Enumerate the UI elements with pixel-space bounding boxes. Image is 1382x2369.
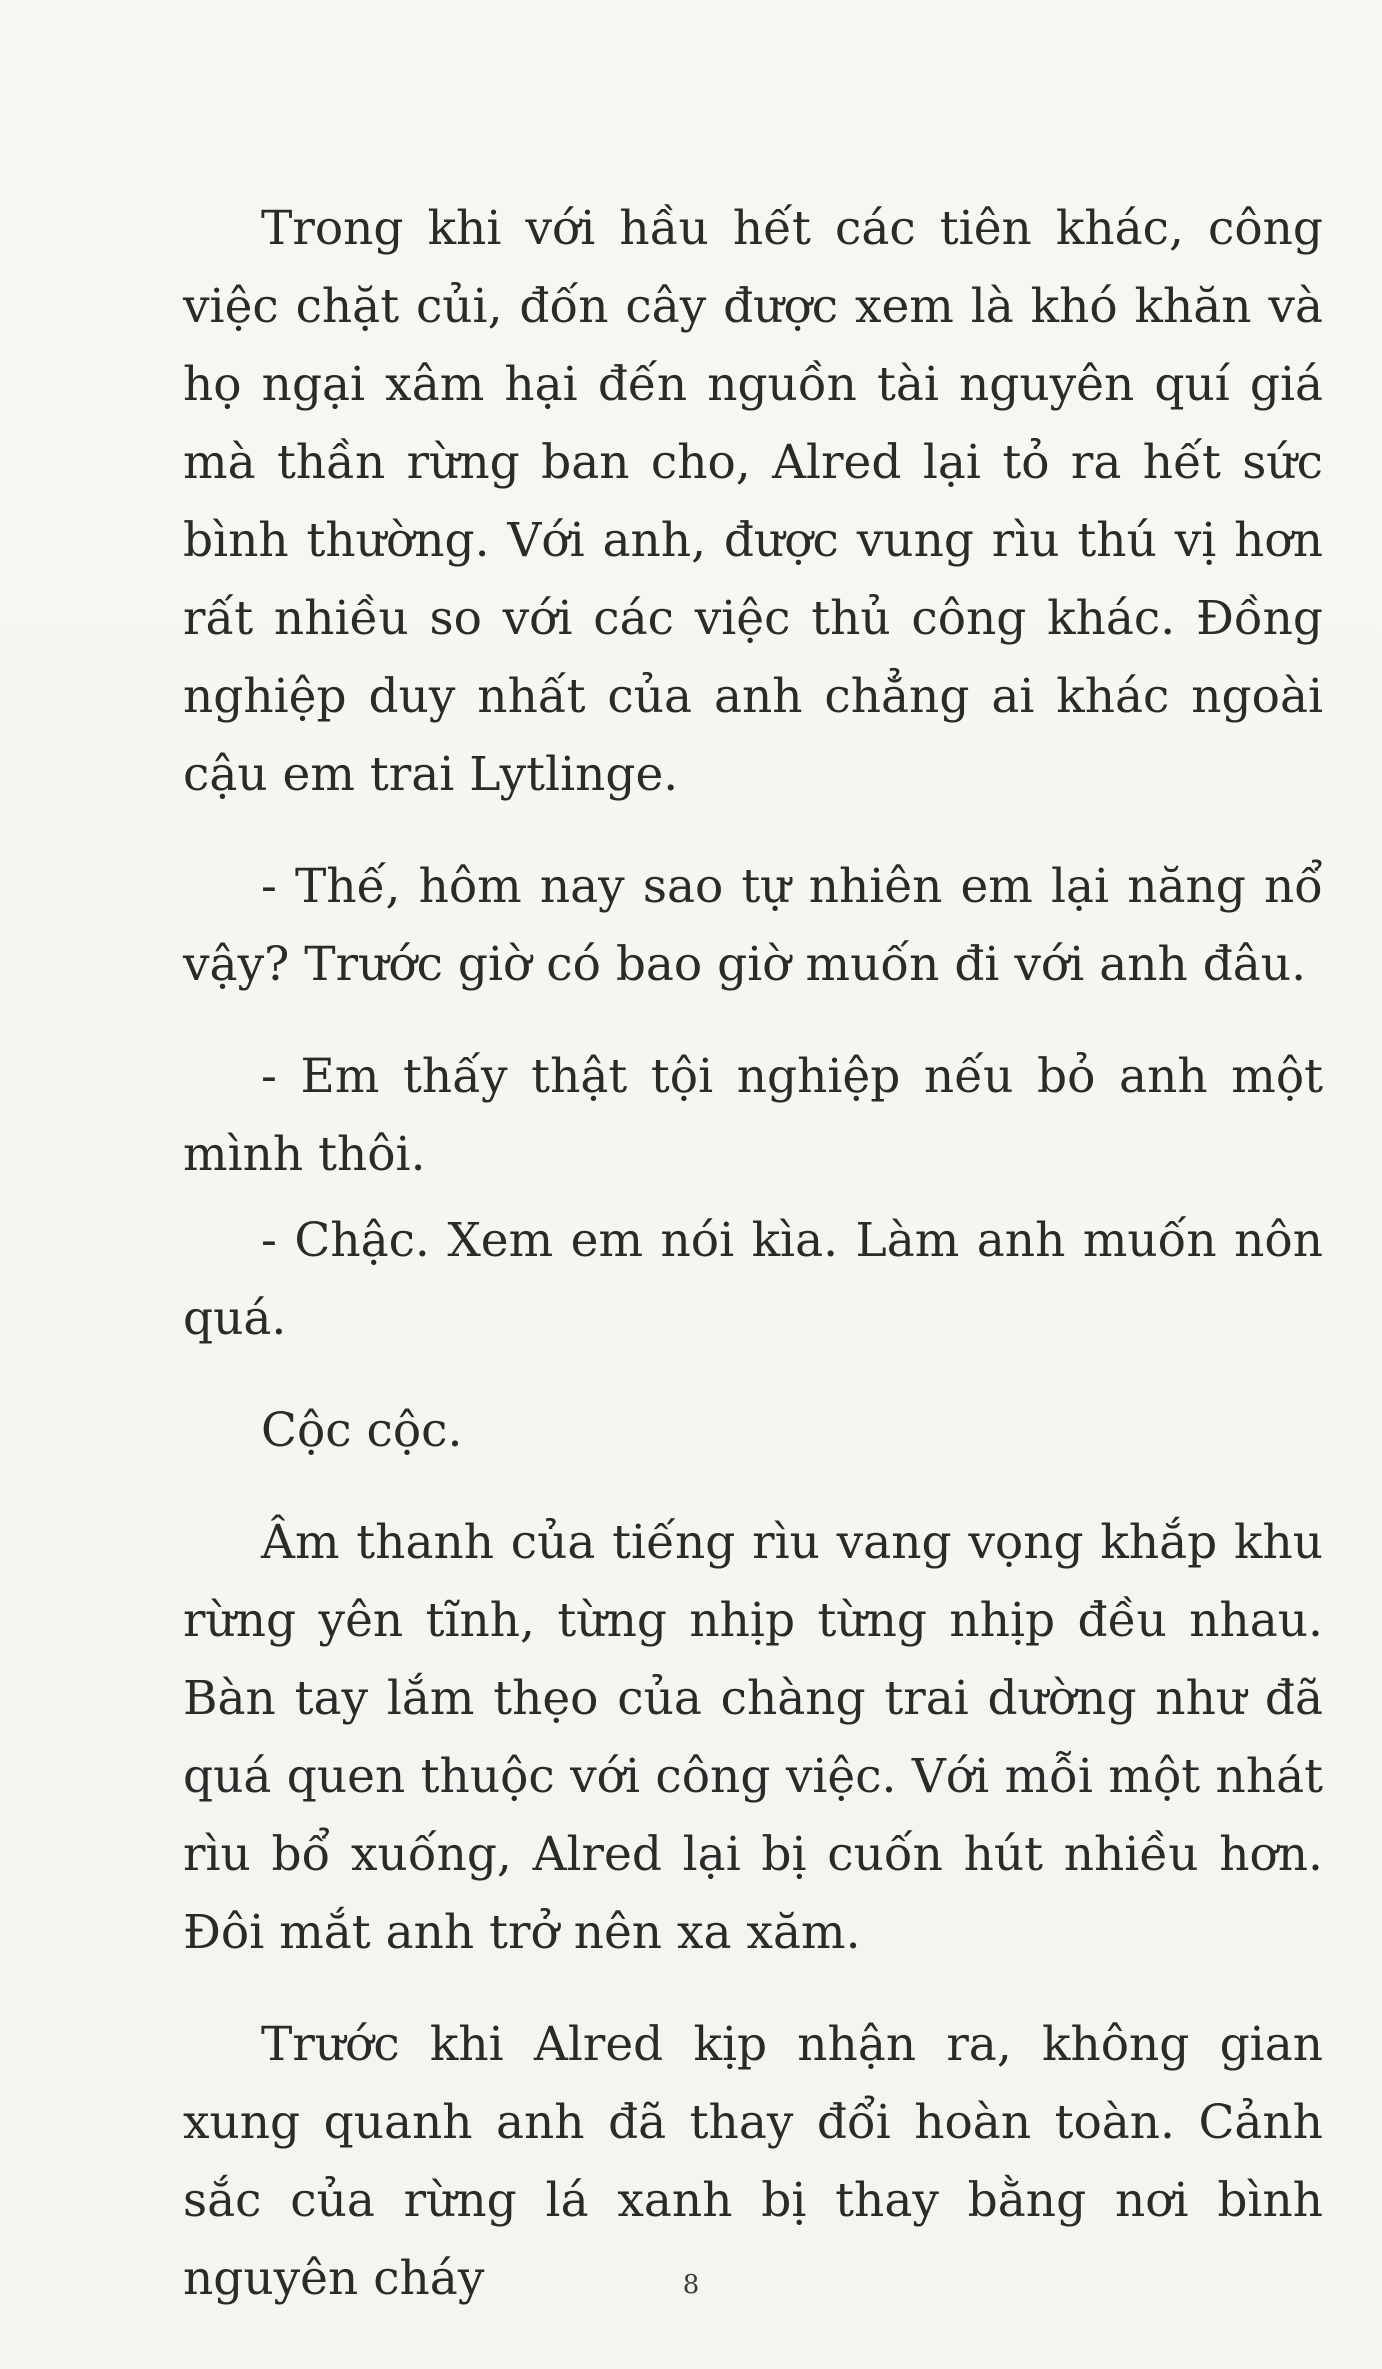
paragraph-2: - Thế, hôm nay sao tự nhiên em lại năng nổ vậy? Trước giờ có bao giờ muốn đi với anh đâu. — [183, 859, 1323, 992]
page-number: 8 — [682, 2270, 700, 2300]
paragraph-6: Âm thanh của tiếng rìu vang vọng khắp khu rừng yên tĩnh, từng nhịp từng nhịp đều nhau. Bàn tay lắm thẹo của chàng trai dường như đã quá quen thuộc với công việc. Với mỗi một nhát rìu bổ xuống, Alred lại bị cuốn hút nhiều hơn. Đôi mắt anh trở nên xa xăm. — [183, 1515, 1323, 1960]
body-text — [183, 190, 1323, 2318]
paragraph-5: Cộc cộc. — [261, 1403, 463, 1458]
paragraph-3: - Em thấy thật tội nghiệp nếu bỏ anh một mình thôi. — [183, 1049, 1323, 1182]
paragraph-7: Trước khi Alred kịp nhận ra, không gian xung quanh anh đã thay đổi hoàn toàn. Cảnh sắc của rừng lá xanh bị thay bằng nơi bình nguyên cháy — [183, 2017, 1323, 2306]
paragraph-1: Trong khi với hầu hết các tiên khác, công việc chặt củi, đốn cây được xem là khó khăn và họ ngại xâm hại đến nguồn tài nguyên quí giá mà thần rừng ban cho, Alred lại tỏ ra hết sức bình thường. Với anh, được vung rìu thú vị hơn rất nhiều so với các việc thủ công khác. Đồng nghiệp duy nhất của anh chẳng ai khác ngoài cậu em trai Lytlinge. — [183, 201, 1323, 802]
paragraph-4: - Chậc. Xem em nói kìa. Làm anh muốn nôn quá. — [183, 1213, 1323, 1346]
